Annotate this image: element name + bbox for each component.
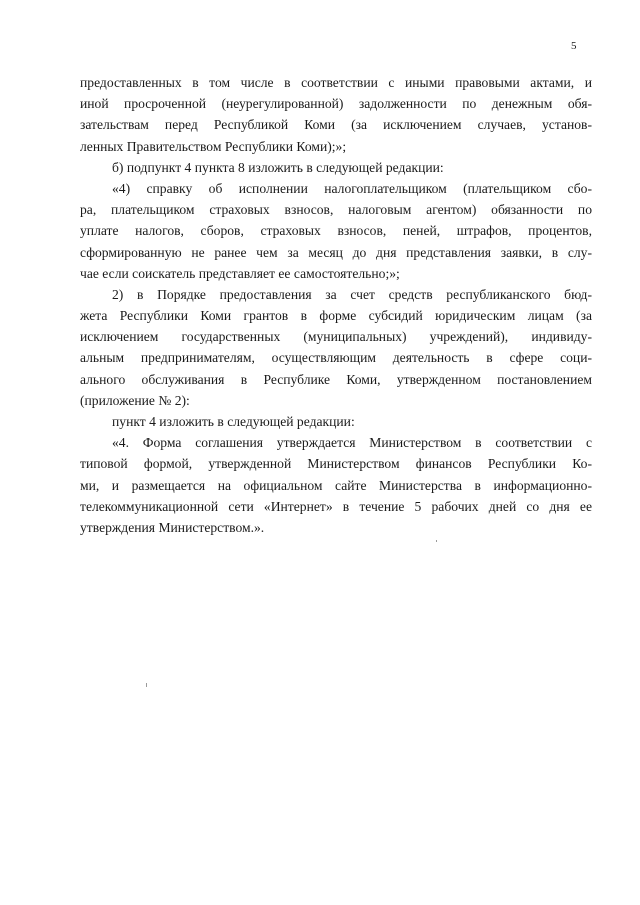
text-line: ленных Правительством Республики Коми);»;: [80, 138, 347, 154]
text-line: телекоммуникационной сети «Интернет» в течение 5 рабочих дней со дня ее: [80, 498, 592, 514]
text-line: уплате налогов, сборов, страховых взносов, пеней, штрафов, процентов,: [80, 223, 592, 239]
page-number: 5: [571, 40, 577, 52]
text-line: исключением государственных (муниципальных) учреждений), индивиду-: [80, 329, 592, 345]
document-body: [80, 72, 592, 538]
scan-speck: [436, 540, 437, 542]
text-line: ми, и размещается на официальном сайте Министерства в информационно-: [80, 477, 592, 493]
text-line: утверждения Министерством.».: [80, 519, 265, 535]
text-line: (приложение № 2):: [80, 392, 190, 408]
text-line: чае если соискатель представляет ее самостоятельно;»;: [80, 265, 400, 281]
text-line: иной просроченной (неурегулированной) задолженности по денежным обя-: [80, 96, 592, 112]
scan-speck: [146, 683, 147, 687]
text-line: ра, плательщиком страховых взносов, налоговым агентом) обязанности по: [80, 202, 592, 218]
text-line: 2) в Порядке предоставления за счет средств республиканского бюд-: [112, 286, 592, 302]
text-line: «4) справку об исполнении налогоплательщиком (плательщиком сбо-: [112, 180, 592, 196]
text-line: типовой формой, утвержденной Министерством финансов Республики Ко-: [80, 456, 592, 472]
text-line: пункт 4 изложить в следующей редакции:: [112, 414, 355, 429]
text-line: сформированную не ранее чем за месяц до дня представления заявки, в слу-: [80, 244, 592, 260]
text-line: б) подпункт 4 пункта 8 изложить в следующей редакции:: [112, 159, 444, 175]
text-line: ального обслуживания в Республике Коми, утвержденном постановлением: [80, 371, 592, 387]
text-line: жета Республики Коми грантов в форме субсидий юридическим лицам (за: [80, 308, 592, 324]
text-line: «4. Форма соглашения утверждается Министерством в соответствии с: [112, 435, 592, 451]
text-line: зательствам перед Республикой Коми (за исключением случаев, установ-: [80, 117, 592, 133]
text-line: предоставленных в том числе в соответствии с иными правовыми актами, и: [80, 75, 592, 90]
text-line: альным предпринимателям, осуществляющим деятельность в сфере соци-: [80, 350, 592, 366]
